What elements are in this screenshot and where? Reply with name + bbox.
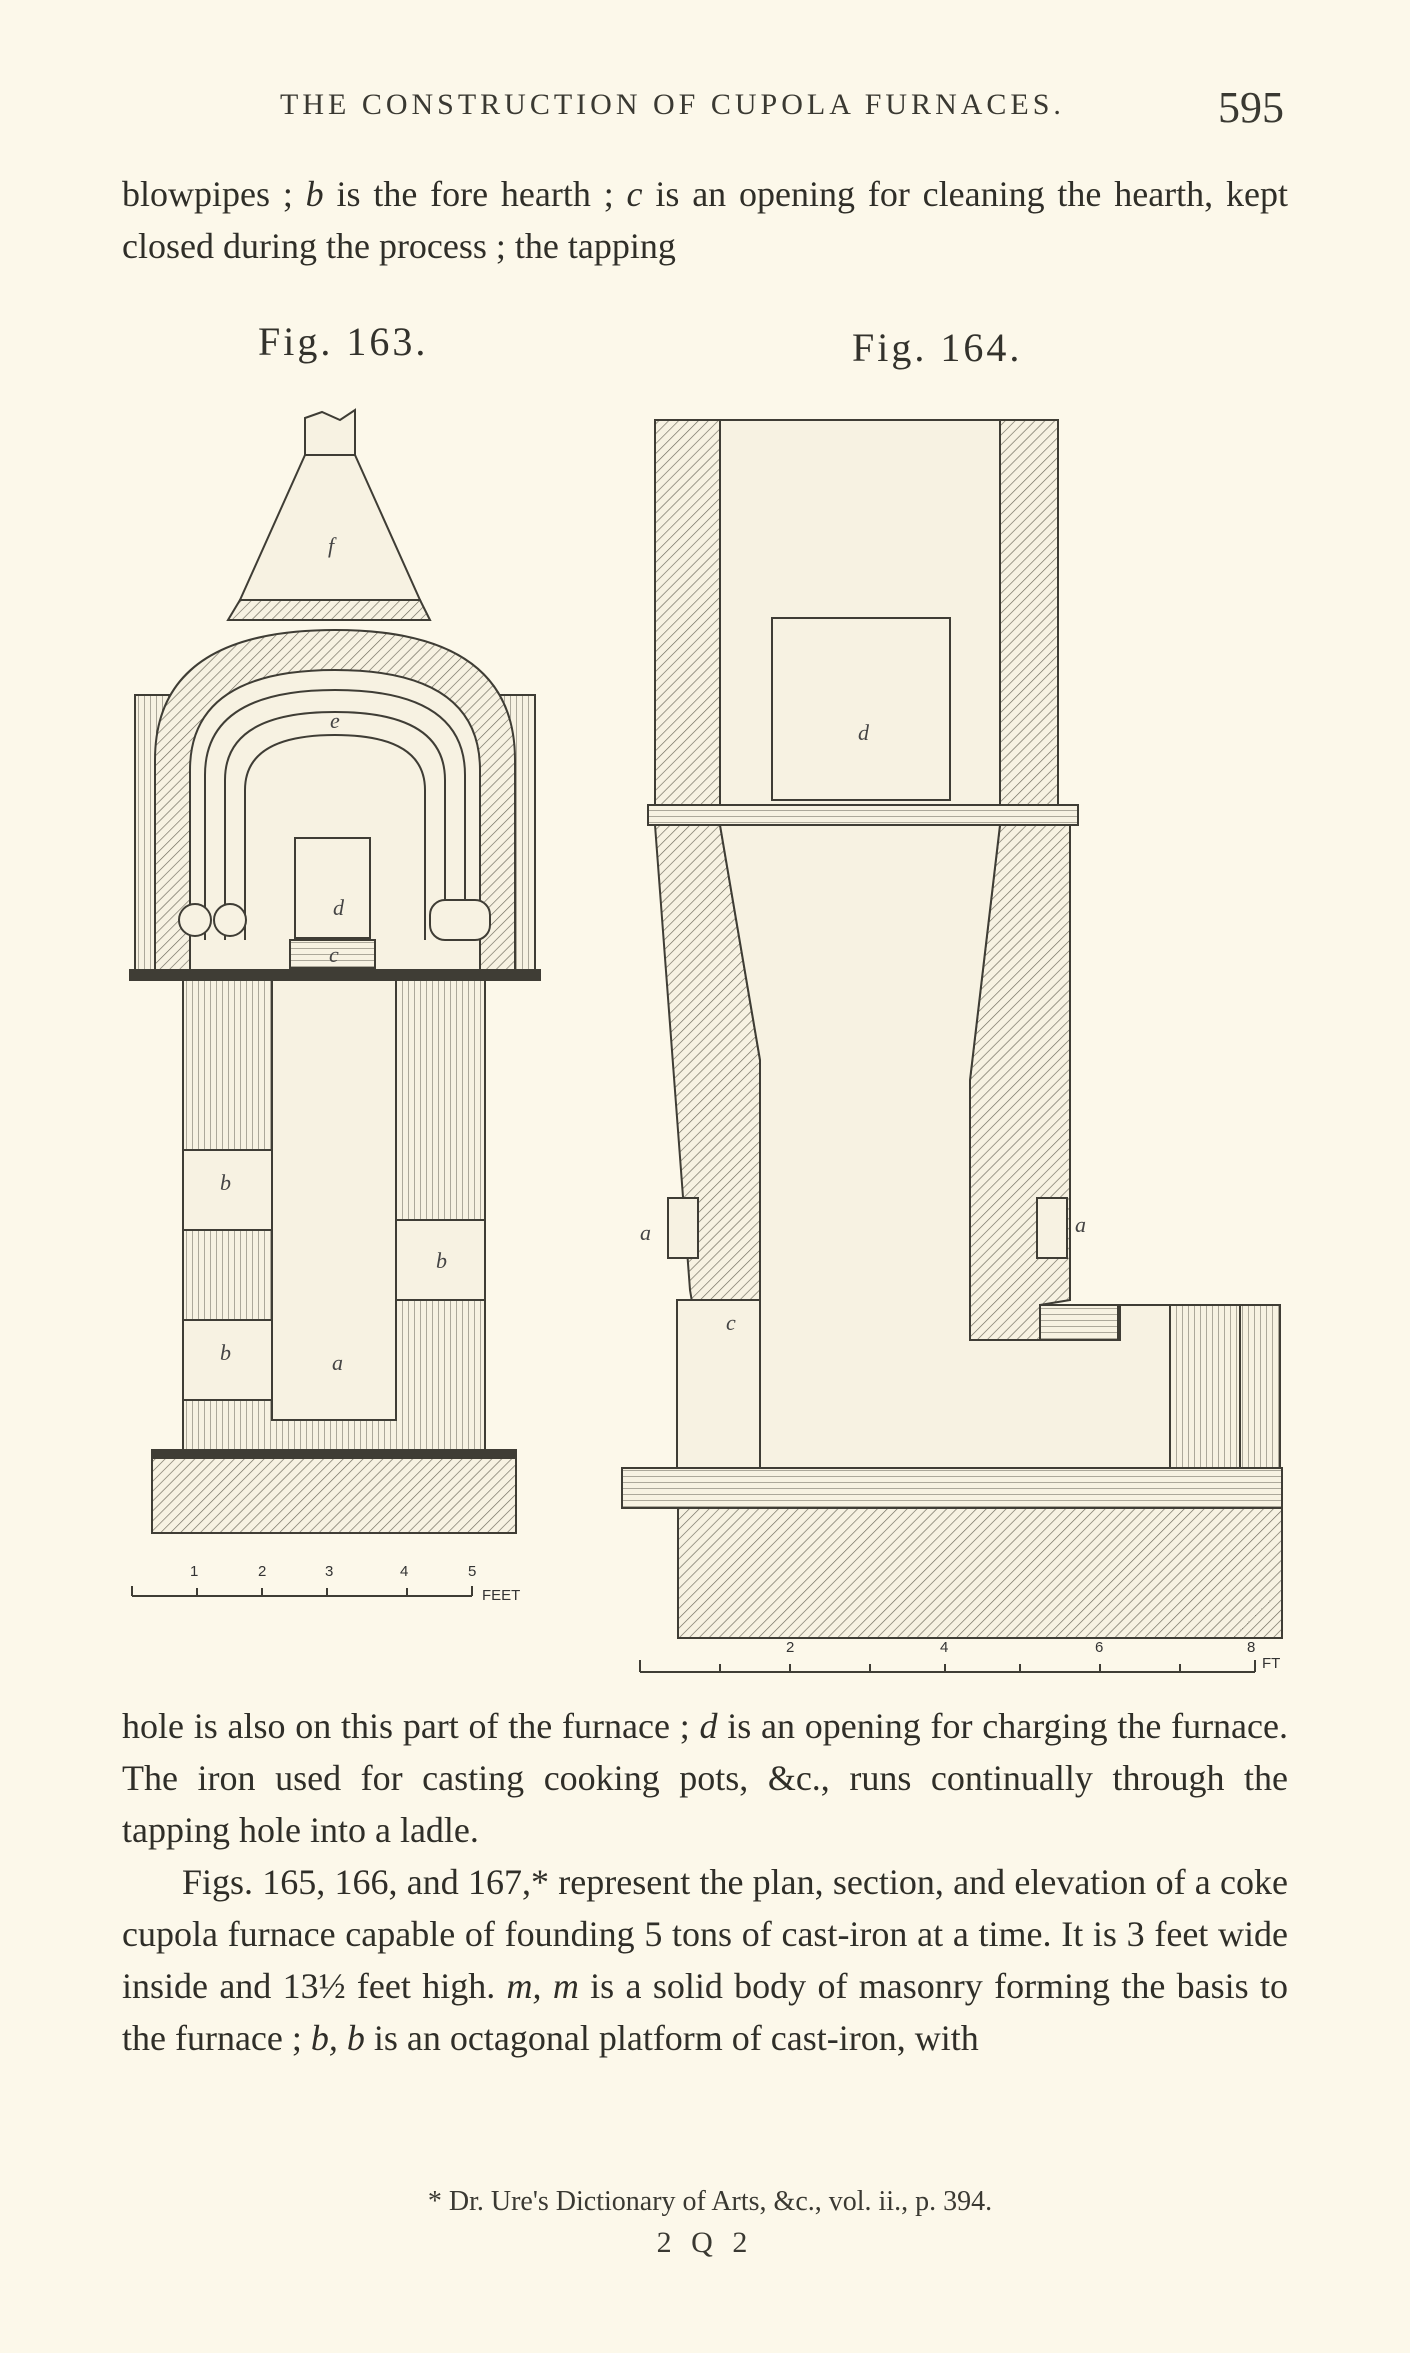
hearth-step — [1040, 1305, 1118, 1340]
charging-door-d — [772, 618, 950, 800]
text-run-italic: b — [305, 174, 324, 214]
text-run-italic: d — [699, 1706, 718, 1746]
label-a-left: a — [640, 1220, 651, 1245]
foundation-block — [152, 1455, 516, 1533]
scale-tick-5: 5 — [468, 1563, 477, 1580]
tuyere-a-left — [668, 1198, 698, 1258]
fig-163-caption: Fig. 163. — [258, 319, 429, 364]
hood-base — [228, 600, 430, 620]
charging-door-d — [295, 838, 370, 938]
foundation-block — [678, 1508, 1282, 1638]
text-run-italic: m, m — [506, 1966, 579, 2006]
label-b1: b — [220, 1170, 231, 1195]
scale-tick-6: 6 — [1095, 1639, 1104, 1656]
fig-164-drawing — [622, 420, 1282, 1638]
label-d: d — [333, 895, 344, 920]
text-run: is an octagonal platform of cast-iron, with — [364, 2018, 979, 2058]
signature-mark: 2 Q 2 — [656, 2226, 754, 2259]
scale-unit-ft: FT — [1262, 1655, 1281, 1672]
text-run: hole is also on this part of the furnace ; — [122, 1706, 700, 1746]
label-b2: b — [436, 1248, 447, 1273]
label-e: e — [330, 708, 340, 733]
label-c: c — [726, 1310, 736, 1335]
text-run-italic: b, b — [310, 2018, 365, 2058]
text-run-italic: c — [626, 174, 643, 214]
label-a: a — [332, 1350, 343, 1375]
bottom-paragraph-1 — [122, 1700, 1288, 1856]
blowpipe-left-1 — [179, 904, 211, 936]
scale-tick-4: 4 — [400, 1563, 409, 1580]
scale-tick-4: 4 — [940, 1639, 949, 1656]
text-run: Figs. 165, 166, and 167,* represent the plan, section, and elevation of a coke cupola furnace capable of founding 5 tons of cast-iron at a time. It is 3 feet wide inside and 13½ feet high. — [122, 1862, 1288, 2006]
fig-163-scale — [132, 1586, 472, 1596]
label-f: f — [328, 533, 335, 558]
tuyere-a-right — [1037, 1198, 1067, 1258]
label-b3: b — [220, 1340, 231, 1365]
scale-tick-1: 1 — [190, 1563, 199, 1580]
label-a-right: a — [1075, 1212, 1086, 1237]
dome-sill — [130, 970, 540, 980]
scale-tick-3: 3 — [325, 1563, 334, 1580]
scale-tick-2: 2 — [258, 1563, 267, 1580]
text-run: blowpipes ; — [122, 174, 306, 214]
label-d: d — [858, 720, 869, 745]
fig-164-caption: Fig. 164. — [852, 325, 1023, 370]
page-number: 595 — [1218, 83, 1284, 132]
label-c: c — [329, 942, 339, 967]
scale-unit-feet: FEET — [482, 1587, 521, 1604]
foundation-cap — [152, 1450, 516, 1458]
text-run: is an opening for charging the furnace. The iron used for casting cooking pots, &c., runs continually through the tapping hole into a ladle. — [122, 1706, 1288, 1850]
blowpipe-right — [430, 900, 490, 940]
scale-tick-8: 8 — [1247, 1639, 1256, 1656]
scale-tick-2: 2 — [786, 1639, 795, 1656]
footnote: * Dr. Ure's Dictionary of Arts, &c., vol. ii., p. 394. — [427, 2186, 993, 2217]
mid-flange — [648, 805, 1078, 825]
hood — [240, 455, 420, 600]
text-run: is a solid body of masonry forming the basis to the furnace ; — [122, 1966, 1289, 2058]
upper-wall-left — [655, 420, 720, 805]
upper-wall-right — [1000, 420, 1058, 805]
fig-164-scale — [640, 1660, 1255, 1672]
blowpipe-left-2 — [214, 904, 246, 936]
bottom-paragraph-2 — [122, 1856, 1288, 2064]
base-plate — [622, 1468, 1282, 1508]
text-run: is an opening for cleaning the hearth, kept closed during the process ; the tapping — [122, 174, 1288, 266]
chimney-cap — [305, 410, 355, 455]
running-title: THE CONSTRUCTION OF CUPOLA FURNACES. — [280, 88, 1065, 121]
text-run: is the fore hearth ; — [323, 174, 627, 214]
opening-c — [677, 1300, 760, 1470]
